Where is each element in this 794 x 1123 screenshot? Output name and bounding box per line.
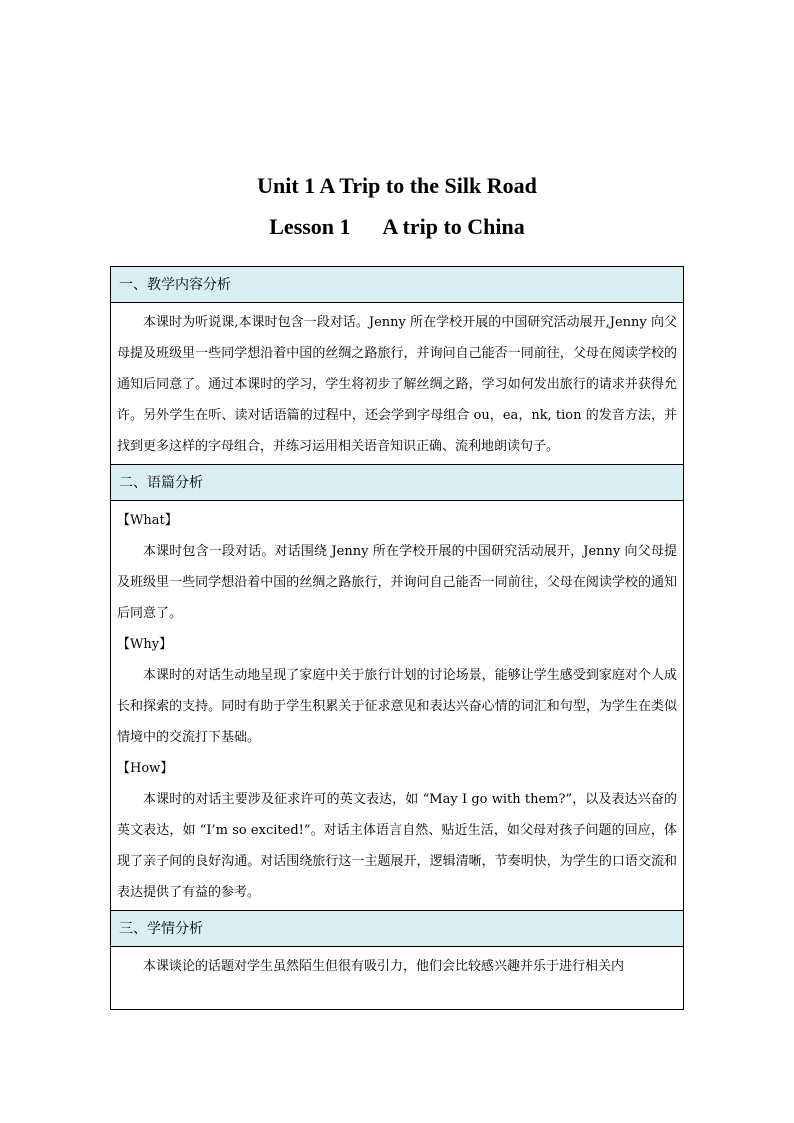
content-analysis-paragraph: 本课时为听说课,本课时包含一段对话。Jenny 所在学校开展的中国研究活动展开,Jenny 向父母提及班级里一些同学想沿着中国的丝绸之路旅行，并询问自己能否一同前往，父母在阅读学校的通知后同意了。通过本课时的学习，学生将初步了解丝绸之路，学习如何发出旅行的请求并获得允许。另外学生在听、读对话语篇的过程中，还会学到字母组合 ou，ea，nk, tion 的发音方法，并找到更多这样的字母组合，并练习运用相关语音知识正确、流利地朗读句子。 <box>117 315 677 454</box>
section-heading-content-analysis: 一、教学内容分析 <box>111 267 683 303</box>
how-label: 【How】 <box>117 761 174 776</box>
learner-analysis-paragraph: 本课谈论的话题对学生虽然陌生但很有吸引力，他们会比较感兴趣并乐于进行相关内 <box>143 959 625 974</box>
section-body-content-analysis <box>111 303 683 465</box>
why-label: 【Why】 <box>117 637 173 652</box>
why-paragraph: 本课时的对话生动地呈现了家庭中关于旅行计划的讨论场景，能够让学生感受到家庭对个人成长和探索的支持。同时有助于学生积累关于征求意见和表达兴奋心情的词汇和句型，为学生在类似情境中的交流打下基础。 <box>117 668 677 745</box>
section-heading-text-analysis: 二、语篇分析 <box>111 465 683 501</box>
section-body-learner-analysis <box>111 947 683 984</box>
what-label: 【What】 <box>117 513 178 528</box>
section-body-text-analysis <box>111 501 683 911</box>
document-title: Unit 1 A Trip to the Silk Road <box>257 173 537 198</box>
how-paragraph: 本课时的对话主要涉及征求许可的英文表达，如 “May I go with them?”，以及表达兴奋的英文表达，如 “I’m so excited!”。对话主体语言自然、贴近生活，如父母对孩子问题的回应，体现了亲子间的良好沟通。对话围绕旅行这一主题展开，逻辑清晰，节奏明快，为学生的口语交流和表达提供了有益的参考。 <box>117 792 677 900</box>
lesson-plan-table <box>110 266 684 1010</box>
lesson-subtitle: Lesson 1 A trip to China <box>269 214 525 239</box>
section-heading-learner-analysis: 三、学情分析 <box>111 911 683 947</box>
what-paragraph: 本课时包含一段对话。对话围绕 Jenny 所在学校开展的中国研究活动展开，Jenny 向父母提及班级里一些同学想沿着中国的丝绸之路旅行，并询问自己能否一同前往，父母在阅读学校的通知后同意了。 <box>117 544 677 621</box>
